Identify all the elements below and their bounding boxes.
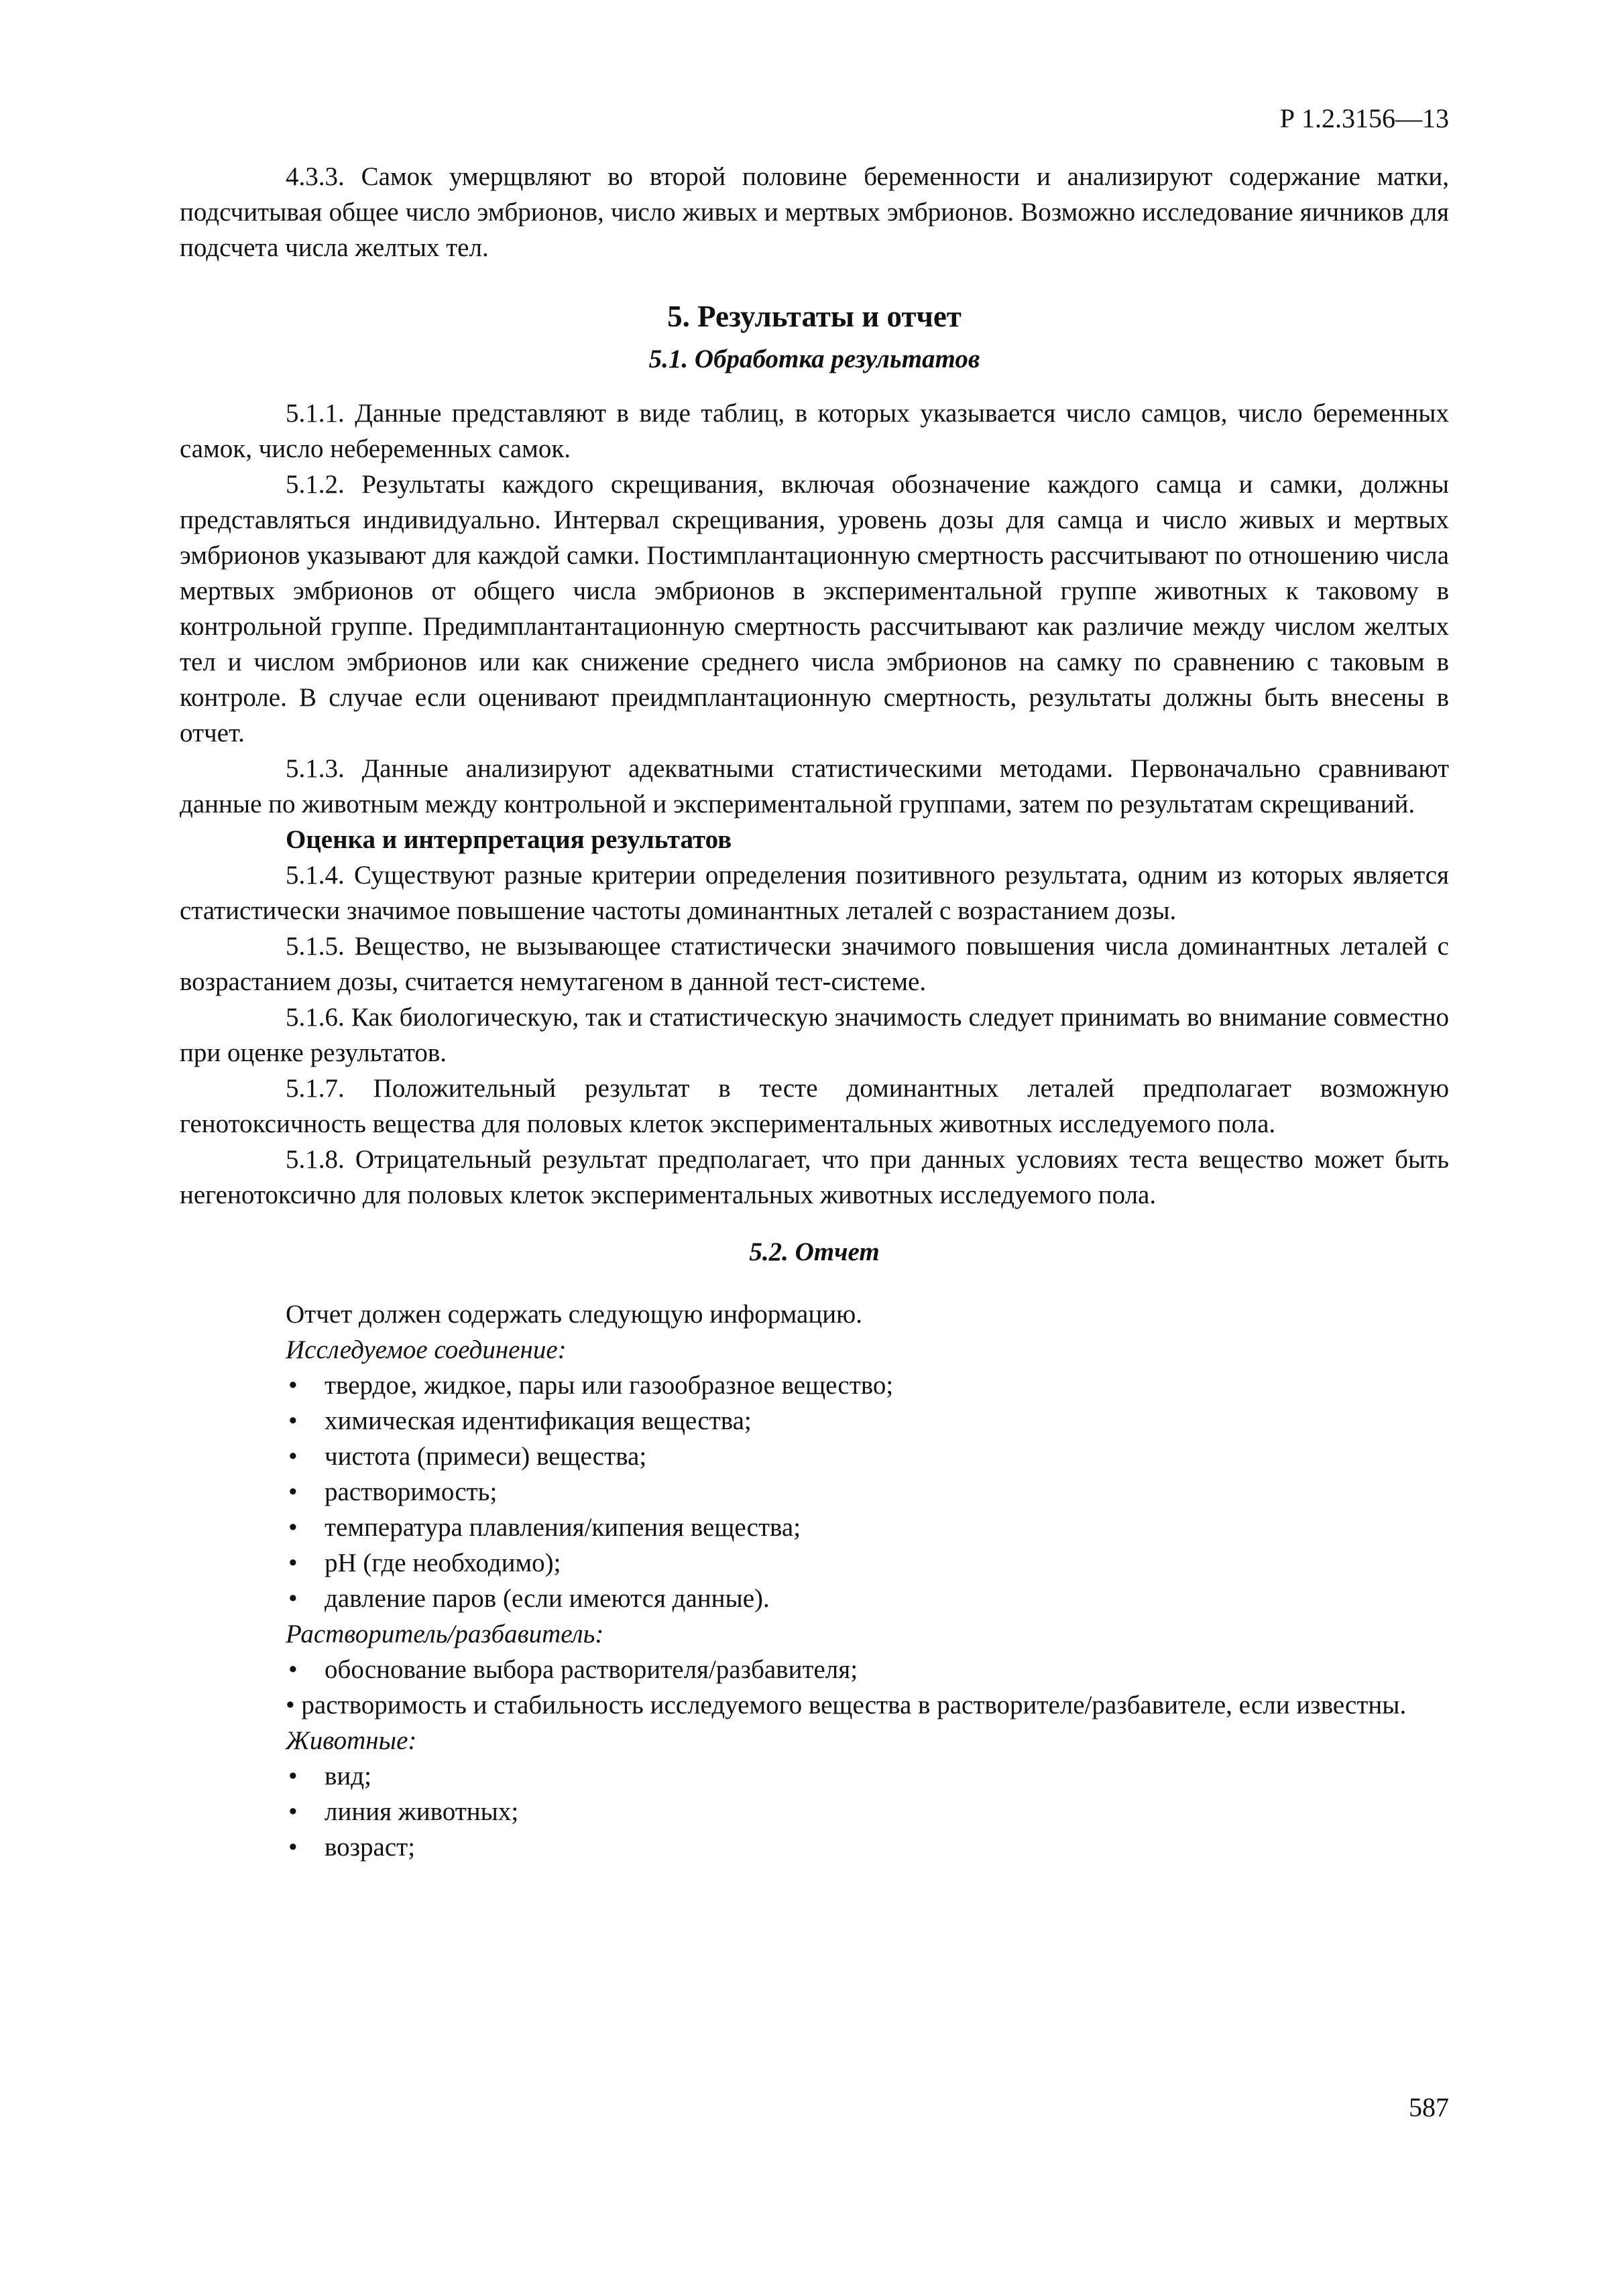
solvent-heading: Растворитель/разбавитель: — [286, 1620, 604, 1648]
list-item: • линия животных; — [286, 1794, 1449, 1829]
solvent-long-item-text: растворимость и стабильность исследуемого вещества в растворителе/разбавителе, если известны. — [301, 1691, 1407, 1719]
solvent-list — [180, 1652, 1449, 1687]
subsection-5-2-title: 5.2. Отчет — [749, 1237, 880, 1266]
list-item: • растворимость; — [286, 1474, 1449, 1510]
animals-heading: Животные: — [286, 1726, 417, 1755]
compound-heading: Исследуемое соединение: — [286, 1335, 567, 1364]
compound-list — [180, 1368, 1449, 1616]
list-item: • давление паров (если имеются данные). — [286, 1581, 1449, 1616]
list-item: • pH (где необходимо); — [286, 1545, 1449, 1581]
paragraph-5-1-2: 5.1.2. Результаты каждого скрещивания, включая обозначение каждого самца и самки, должны представляться индивидуально. Интервал скрещивания, уровень дозы для самца и число живых и мертвых эмбрионов указывают для каждой самки. Постимплантационную смертность рассчитывают по отношению числа мертвых эмбрионов от общего числа эмбрионов в экспериментальной группе животных к таковому в контрольной группе. Предимплантантационную смертность рассчитывают как различие между числом желтых тел и числом эмбрионов или как снижение среднего числа эмбрионов на самку по сравнению с таковым в контроле. В случае если оценивают преидмплантационную смертность, результаты должны быть внесены в отчет. — [180, 470, 1449, 747]
evaluation-heading: Оценка и интерпретация результатов — [286, 825, 732, 854]
list-item: • обоснование выбора растворителя/разбавителя; — [286, 1652, 1449, 1687]
animals-list — [180, 1758, 1449, 1865]
paragraph-5-1-8: 5.1.8. Отрицательный результат предполагает, что при данных условиях теста вещество может быть негенотоксично для половых клеток экспериментальных животных исследуемого пола. — [180, 1145, 1449, 1209]
document-page — [180, 101, 1449, 1865]
list-item: • температура плавления/кипения вещества; — [286, 1510, 1449, 1545]
list-item: • чистота (примеси) вещества; — [286, 1439, 1449, 1474]
paragraph-5-1-6: 5.1.6. Как биологическую, так и статистическую значимость следует принимать во внимание совместно при оценке результатов. — [180, 1003, 1449, 1067]
report-intro: Отчет должен содержать следующую информацию. — [286, 1300, 862, 1329]
paragraph-5-1-1: 5.1.1. Данные представляют в виде таблиц, в которых указывается число самцов, число беременных самок, число небеременных самок. — [180, 399, 1449, 463]
list-item: • химическая идентификация вещества; — [286, 1403, 1449, 1439]
subsection-5-1-title: 5.1. Обработка результатов — [648, 345, 980, 373]
list-item: • твердое, жидкое, пары или газообразное вещество; — [286, 1368, 1449, 1403]
paragraph-5-1-5: 5.1.5. Вещество, не вызывающее статистически значимого повышения числа доминантных леталей с возрастанием дозы, считается немутагеном в данной тест-системе. — [180, 932, 1449, 996]
solvent-long-item: • растворимость и стабильность исследуемого вещества в растворителе/разбавителе, если известны. — [286, 1691, 1407, 1719]
list-item: • вид; — [286, 1758, 1449, 1794]
page-number: 587 — [1409, 2092, 1449, 2122]
section-5-title: 5. Результаты и отчет — [667, 300, 962, 333]
paragraph-4-3-3: 4.3.3. Самок умерщвляют во второй половине беременности и анализируют содержание матки, подсчитывая общее число эмбрионов, число живых и мертвых эмбрионов. Возможно исследование яичников для подсчета числа желтых тел. — [180, 162, 1449, 262]
paragraph-5-1-7: 5.1.7. Положительный результат в тесте доминантных леталей предполагает возможную генотоксичность вещества для половых клеток экспериментальных животных исследуемого пола. — [180, 1074, 1449, 1138]
list-item: • возраст; — [286, 1829, 1449, 1865]
document-code: Р 1.2.3156—13 — [1279, 103, 1449, 133]
paragraph-5-1-3: 5.1.3. Данные анализируют адекватными статистическими методами. Первоначально сравнивают данные по животным между контрольной и экспериментальной группами, затем по результатам скрещиваний. — [180, 754, 1449, 819]
paragraph-5-1-4: 5.1.4. Существуют разные критерии определения позитивного результата, одним из которых является статистически значимое повышение частоты доминантных леталей с возрастанием дозы. — [180, 861, 1449, 925]
